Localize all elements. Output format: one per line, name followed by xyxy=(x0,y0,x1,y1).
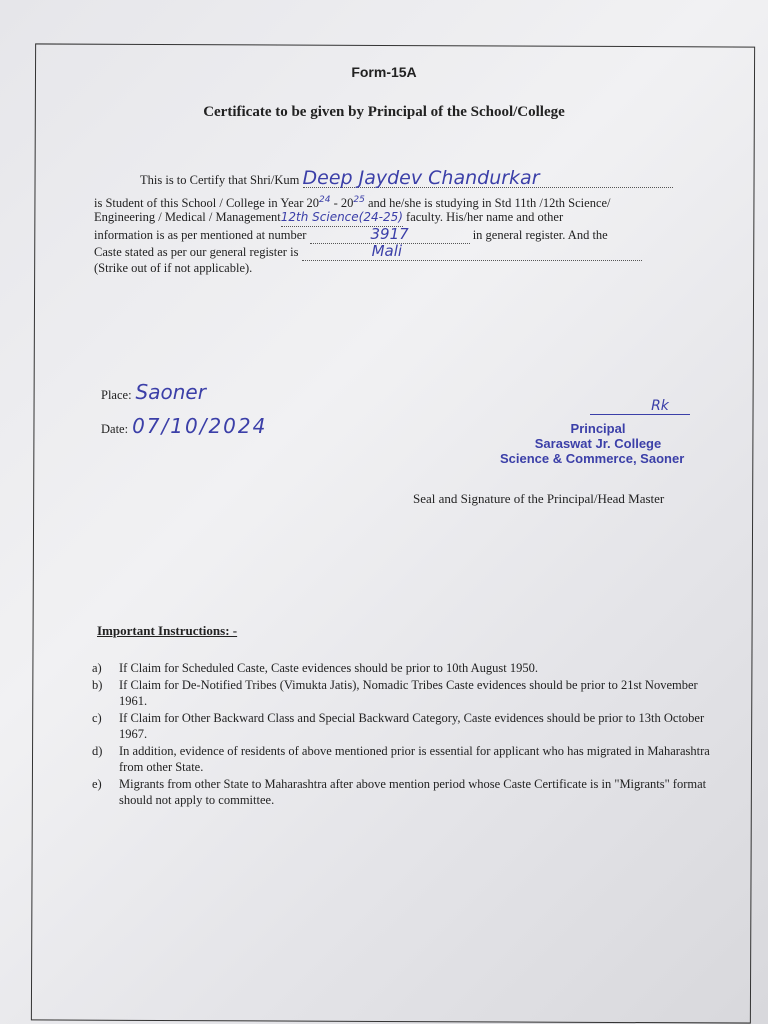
year-from: 24 xyxy=(319,195,331,205)
seal-line-1: Principal xyxy=(570,421,626,436)
date-row xyxy=(101,414,267,438)
seal-line-2: Saraswat Jr. College xyxy=(534,436,662,451)
seal-caption: Seal and Signature of the Principal/Head Master xyxy=(413,491,665,506)
instruction-item xyxy=(92,677,718,710)
principal-signature: Rk xyxy=(590,398,690,415)
seal-line-3: Science & Commerce, Saoner xyxy=(500,451,685,466)
item-marker: e) xyxy=(92,776,102,791)
instruction-item xyxy=(92,776,718,809)
item-text: If Claim for De-Notified Tribes (Vimukta Jatis), Nomadic Tribes Caste evidences should be prior to 21st November 1961. xyxy=(119,677,698,708)
instruction-item xyxy=(92,710,718,743)
line3-suffix: faculty. His/her name and other xyxy=(406,210,564,224)
instruction-item xyxy=(92,660,718,677)
form-number: Form-15A xyxy=(351,64,417,80)
certificate-body xyxy=(94,167,714,277)
principal-seal xyxy=(480,398,685,466)
item-marker: a) xyxy=(92,661,102,675)
strike-note: (Strike out of if not applicable). xyxy=(94,261,253,275)
item-marker: c) xyxy=(92,710,102,725)
place-label: Place: xyxy=(101,388,132,402)
item-marker: b) xyxy=(92,677,103,692)
item-text: If Claim for Other Backward Class and Special Backward Category, Caste evidences should be prior to 13th October 1967. xyxy=(119,710,705,741)
line2-suffix: and he/she is studying in Std 11th /12th Science/ xyxy=(364,196,611,211)
line4-suffix: in general register. And the xyxy=(472,228,608,242)
place-value: Saoner xyxy=(135,380,206,404)
year-sep: - 20 xyxy=(330,196,354,211)
year-to: 25 xyxy=(353,195,365,205)
item-text: Migrants from other State to Maharashtra after above mention period whose Caste Certificate is in "Migrants" format should not apply to committee. xyxy=(119,776,707,807)
date-value: 07/10/2024 xyxy=(132,414,268,438)
instruction-item xyxy=(92,743,718,776)
line3-prefix: Engineering / Medical / Management xyxy=(94,210,281,224)
form-heading: Certificate to be given by Principal of the School/College xyxy=(203,104,565,120)
date-label: Date: xyxy=(101,422,129,436)
instructions-heading: Important Instructions: - xyxy=(97,623,238,638)
place-row xyxy=(101,380,206,404)
faculty-value: 12th Science(24-25) xyxy=(281,209,403,227)
item-text: If Claim for Scheduled Caste, Caste evidences should be prior to 10th August 1950. xyxy=(119,661,539,675)
caste-value: Mali xyxy=(302,243,642,261)
item-text: In addition, evidence of residents of above mentioned prior is essential for applicant who has migrated in Maharashtra from other State. xyxy=(119,743,710,774)
item-marker: d) xyxy=(92,743,103,758)
instructions-list xyxy=(92,660,718,809)
line4-prefix: information is as per mentioned at number xyxy=(94,228,307,242)
line5-prefix: Caste stated as per our general register is xyxy=(94,245,299,259)
line2-prefix: is Student of this School / College in Year 20 xyxy=(94,196,319,211)
student-name: Deep Jaydev Chandurkar xyxy=(303,170,673,188)
register-number: 3917 xyxy=(310,226,470,244)
line1-prefix: This is to Certify that Shri/Kum xyxy=(140,173,300,187)
